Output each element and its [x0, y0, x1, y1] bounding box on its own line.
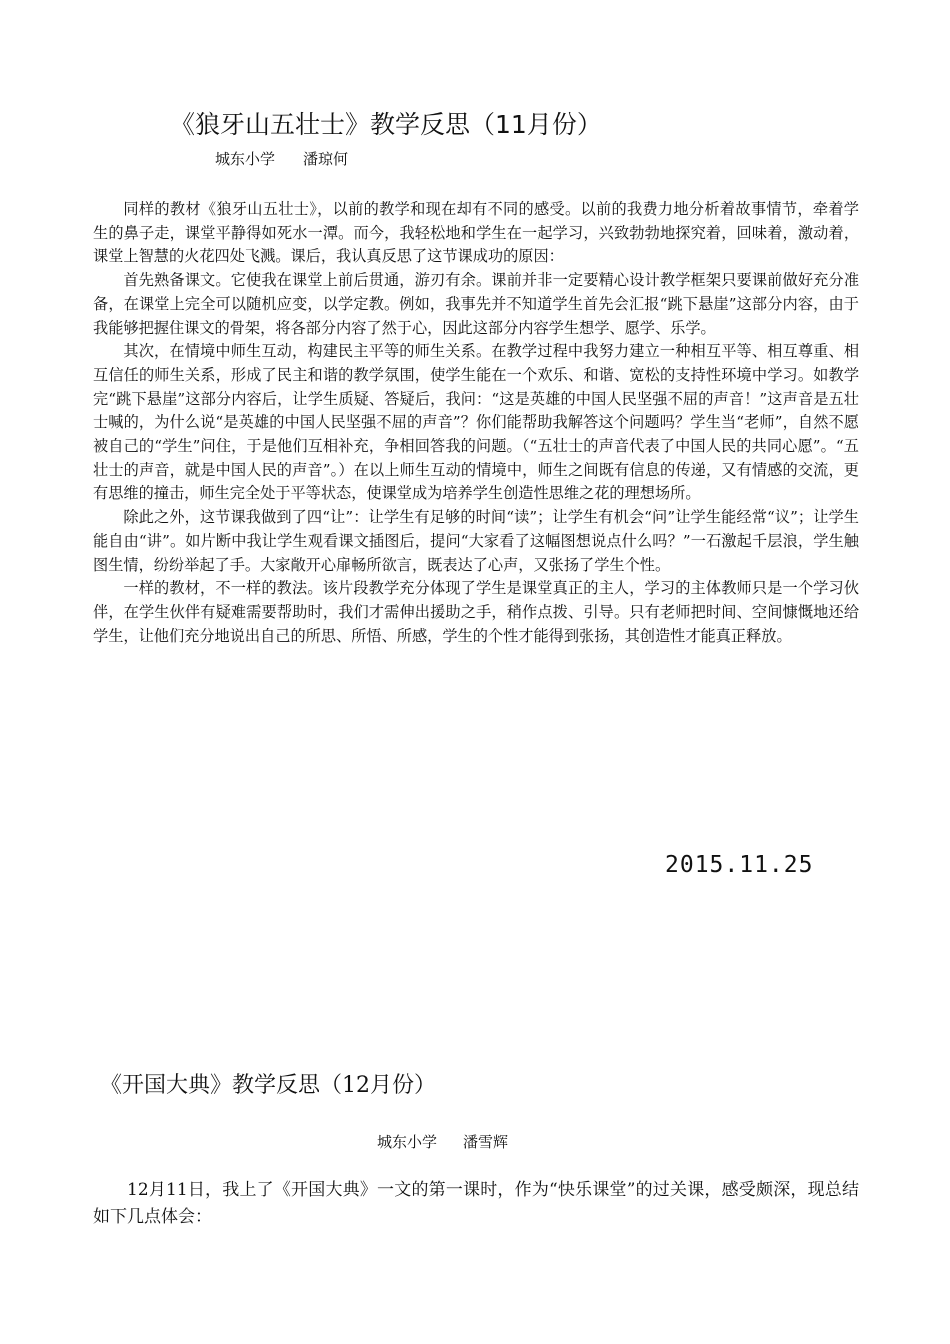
article1-paragraph: 除此之外，这节课我做到了四“让”：让学生有足够的时间“读”；让学生有机会“问”让学生能经常“议”；让学生能自由“讲”。如片断中我让学生观看课文插图后，提问“大家看了这幅图想说点什么吗？”一石激起千层浪，学生触图生情，纷纷举起了手。大家敞开心扉畅所欲言，既表达了心声，又张扬了学生个性。 [93, 508, 859, 574]
article1-date: 2015.11.25 [665, 852, 814, 878]
article2-school: 城东小学 [377, 1133, 438, 1151]
article1-byline [215, 148, 348, 169]
article1-paragraph: 一样的教材，不一样的教法。该片段教学充分体现了学生是课堂真正的主人，学习的主体教师只是一个学习伙伴，在学生伙伴有疑难需要帮助时，我们才需伸出援助之手，稍作点拨、引导。只有老师把时间、空间慷慨地还给学生，让他们充分地说出自己的所思、所悟、所感，学生的个性才能得到张扬，其创造性才能真正释放。 [93, 579, 859, 645]
article1-title: 《狼牙山五壮士》教学反思（11月份） [170, 110, 602, 139]
article2-body [93, 1177, 859, 1231]
article2-author: 潘雪辉 [463, 1133, 509, 1151]
article1-body [93, 198, 859, 648]
article1-paragraph: 同样的教材《狼牙山五壮士》，以前的教学和现在却有不同的感受。以前的我费力地分析着故事情节，牵着学生的鼻子走，课堂平静得如死水一潭。而今，我轻松地和学生在一起学习，兴致勃勃地探究着，回味着，激动着，课堂上智慧的火花四处飞溅。课后，我认真反思了这节课成功的原因： [93, 200, 859, 266]
article2-title: 《开国大典》教学反思（12月份） [100, 1073, 436, 1098]
article2-paragraph: 12月11日，我上了《开国大典》一文的第一课时，作为“快乐课堂”的过关课，感受颇深，现总结如下几点体会： [93, 1180, 859, 1227]
article1-school: 城东小学 [215, 150, 276, 168]
article1-paragraph: 其次，在情境中师生互动，构建民主平等的师生关系。在教学过程中我努力建立一种相互平等、相互尊重、相互信任的师生关系，形成了民主和谐的教学氛围，使学生能在一个欢乐、和谐、宽松的支持性环境中学习。如教学完“跳下悬崖”这部分内容后，让学生质疑、答疑后，我问：“这是英雄的中国人民坚强不屈的声音！”这声音是五壮士喊的，为什么说“是英雄的中国人民坚强不屈的声音”？你们能帮助我解答这个问题吗？学生当“老师”，自然不愿被自己的“学生”问住，于是他们互相补充，争相回答我的问题。（“五壮士的声音代表了中国人民的共同心愿”。“五壮士的声音，就是中国人民的声音”。）在以上师生互动的情境中，师生之间既有信息的传递，又有情感的交流，更有思维的撞击，师生完全处于平等状态，使课堂成为培养学生创造性思维之花的理想场所。 [93, 342, 859, 503]
article2-byline [377, 1131, 508, 1152]
article1-paragraph: 首先熟备课文。它使我在课堂上前后贯通，游刃有余。课前并非一定要精心设计教学框架只要课前做好充分准备，在课堂上完全可以随机应变，以学定教。例如，我事先并不知道学生首先会汇报“跳下悬崖”这部分内容，由于我能够把握住课文的骨架，将各部分内容了然于心，因此这部分内容学生想学、愿学、乐学。 [93, 271, 859, 337]
article1-author: 潘琼何 [303, 150, 349, 168]
